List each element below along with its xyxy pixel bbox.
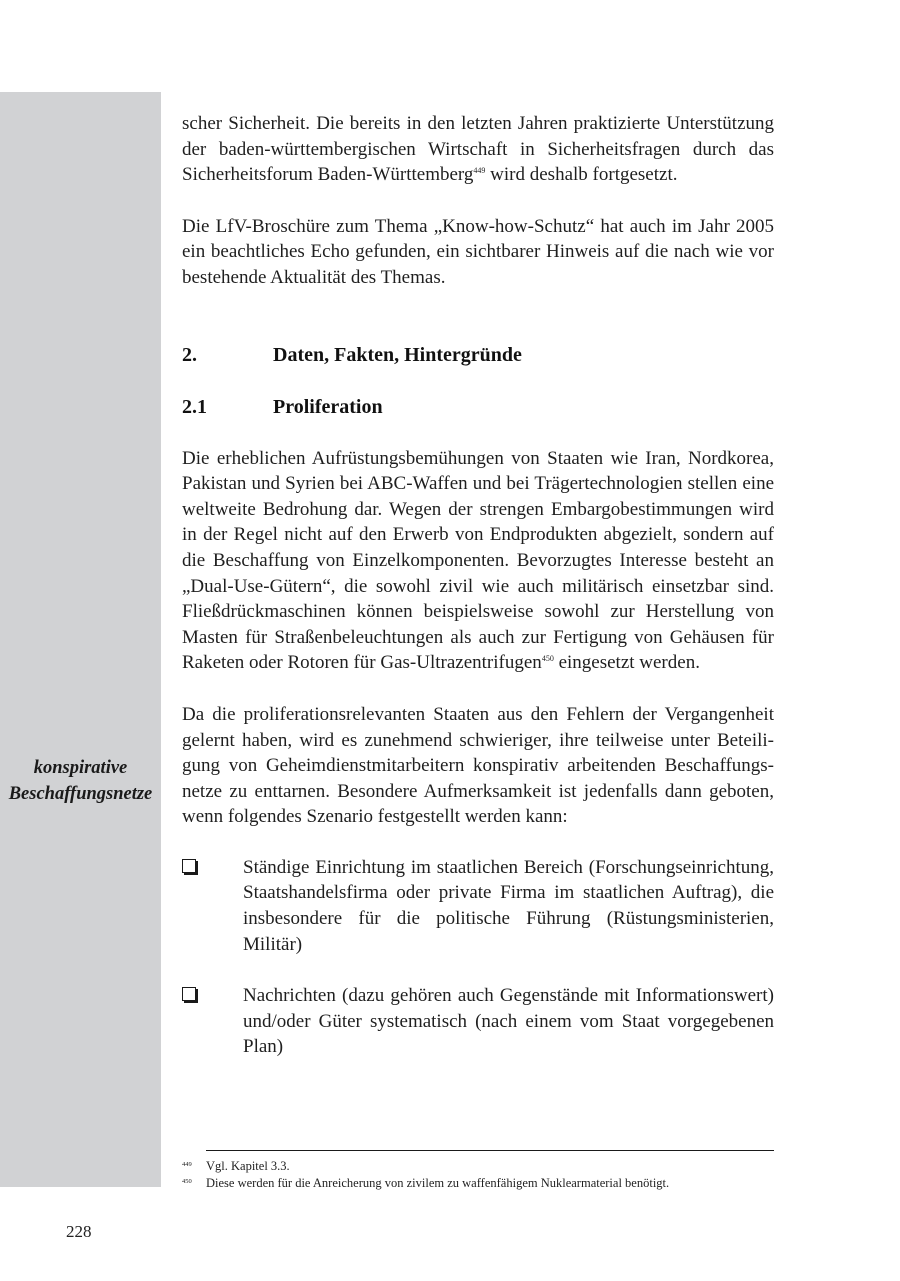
margin-note-line-2: Beschaffungsnetze [8,784,153,804]
main-text [182,111,774,1060]
footnote-number: 450 [182,1177,192,1185]
list-item-text: Nachrichten (dazu gehören auch Gegenstände mit Informationswert) und/oder Güter systematisch (nach einem vom Staat vorgegebenen Plan) [243,985,774,1058]
margin-note-line-1: konspirative [33,758,128,778]
footnote-text: Vgl. Kapitel 3.3. [206,1159,290,1173]
paragraph-2: Die LfV-Broschüre zum Thema „Know-how-Schutz“ hat auch im Jahr 2005 ein beachtliches Echo gefunden, ein sichtbarer Hinweis auf die nach wie vor bestehende Aktualität des Themas. [182,215,774,288]
section-number: 2. [182,343,197,366]
footnote-ref-449[interactable]: 449 [473,166,486,176]
section-heading-2-1 [182,394,774,420]
footnote-ref-450[interactable]: 450 [541,654,554,664]
subsection-number: 2.1 [182,395,207,418]
paragraph-3 [182,446,774,676]
paragraph-1 [182,111,774,188]
paragraph-3-text-end: eingesetzt werden. [553,652,700,674]
paragraph-1-text: scher Sicherheit. Die bereits in den letzten Jahren praktizierte Unterstützung der baden-württembergischen Wirtschaft in Sicherheitsfragen durch das Sicherheitsforum Baden-Württemberg [182,113,774,186]
paragraph-1-text-end: wird deshalb fortgesetzt. [485,164,678,186]
footnote-text: Diese werden für die Anreicherung von zivilem zu waffenfähigem Nuklearmaterial benötigt. [206,1175,670,1190]
paragraph-4: Da die proliferationsrelevanten Staaten aus den Fehlern der Vergangenheit gelernt haben, wird es zunehmend schwieriger, ihre teilweise unter Beteiligung von Geheimdienstmitarbeitern konspirativ arbeitenden Beschaffungsnetze zu enttarnen. Besondere Aufmerksamkeit ist jedenfalls dann geboten, wenn folgendes Szenario festgestellt werden kann: [182,703,774,828]
page-number: 228 [66,1222,92,1241]
section-heading-2 [182,342,774,368]
footnote-divider [206,1150,774,1151]
footnotes [182,1158,774,1191]
footnote-number: 449 [182,1161,192,1168]
margin-note [0,755,161,807]
margin-band [0,92,161,1187]
list-item [182,983,774,1060]
footnote [182,1175,774,1192]
footnote [182,1158,774,1175]
list-item [182,855,774,957]
list-item-text: Ständige Einrichtung im staatlichen Bereich (Forschungseinrichtung, Staatshandelsfirma oder private Firma im staatlichen Auftrag), die insbesondere für die politische Führung (Rüstungsministerien, Militär) [243,856,774,955]
subsection-title: Proliferation [273,395,383,418]
checkbox-icon [182,983,243,1060]
checkbox-icon [182,855,243,957]
section-title: Daten, Fakten, Hintergründe [273,343,522,366]
paragraph-3-text: Die erheblichen Aufrüstungsbemühungen von Staaten wie Iran, Nordkorea, Pakistan und Syrien bei ABC-Waffen und bei Trägertechnologien stellen eine weltweite Bedrohung dar. Wegen der strengen Embargobestimmungen wird in der Regel nicht auf den Erwerb von Endprodukten abgezielt, sondern auf die Beschaffung von Einzelkomponenten. Bevorzugtes Interesse besteht an „Dual-Use-Gütern“, die sowohl zivil wie auch militärisch einsetzbar sind. Fließdrückmaschinen können beispielsweise sowohl zur Herstellung von Masten für Straßenbeleuchtungen als auch zur Fertigung von Gehäusen für Raketen oder Rotoren für Gas-Ultrazentrifugen [182,447,774,674]
